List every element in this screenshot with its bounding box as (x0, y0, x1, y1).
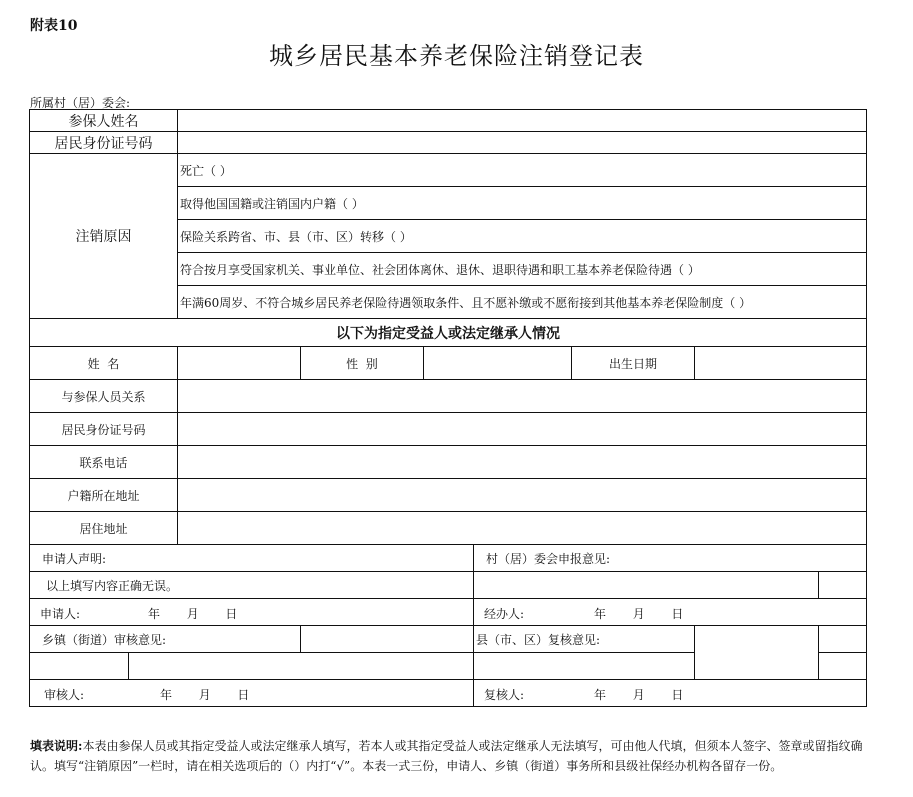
rechecker-date: 年 月 日 (594, 688, 684, 702)
town-opinion-box[interactable] (29, 652, 129, 680)
beneficiary-id-label: 居民身份证号码 (29, 412, 178, 446)
applicant-date: 年 月 日 (148, 607, 238, 621)
county-opinion-box-1[interactable] (818, 625, 867, 653)
beneficiary-birth-label: 出生日期 (571, 346, 695, 380)
insured-id-label: 居民身份证号码 (29, 131, 178, 154)
declaration-label: 申请人声明: (29, 544, 474, 572)
residence-address-field[interactable] (177, 511, 867, 545)
household-address-field[interactable] (177, 478, 867, 512)
beneficiary-birth-field[interactable] (694, 346, 867, 380)
beneficiary-gender-label: 性 别 (300, 346, 424, 380)
deregistration-form (30, 110, 868, 707)
phone-label: 联系电话 (29, 445, 178, 479)
instructions-text: 本表由参保人员或其指定受益人或法定继承人填写，若本人或其指定受益人或法定继承人无法填写，可由他人代填，但须本人签字、签章或留指纹确认。填写“注销原因”一栏时，请在相关选项后的（）内打“√”。本表一式三份，申请人、乡镇（街道）事务所和县级社保经办机构各留存一份。 (30, 739, 863, 773)
declaration-text: 以上填写内容正确无误。 (29, 571, 474, 599)
village-opinion-label: 村（居）委会申报意见: (473, 544, 867, 572)
reviewer-date: 年 月 日 (160, 688, 250, 702)
applicant-label: 申请人: (40, 607, 81, 621)
instructions-label: 填表说明: (30, 739, 83, 753)
relation-label: 与参保人员关系 (29, 379, 178, 413)
town-opinion-label: 乡镇（街道）审核意见: (29, 625, 301, 653)
beneficiary-section-title: 以下为指定受益人或法定继承人情况 (29, 318, 867, 347)
deregistration-reason-label: 注销原因 (29, 153, 178, 319)
insured-id-field[interactable] (177, 131, 867, 154)
county-opinion-label: 县（市、区）复核意见: (473, 625, 695, 653)
rechecker-label: 复核人: (484, 688, 525, 702)
reviewer-label: 审核人: (44, 688, 85, 702)
beneficiary-id-field[interactable] (177, 412, 867, 446)
county-opinion-box-2[interactable] (818, 652, 867, 680)
county-opinion-field[interactable] (473, 652, 695, 680)
insured-name-label: 参保人姓名 (29, 109, 178, 132)
beneficiary-name-label: 姓 名 (29, 346, 178, 380)
village-committee-label: 所属村（居）委会: (30, 96, 131, 110)
beneficiary-name-field[interactable] (177, 346, 301, 380)
filling-instructions (30, 736, 866, 776)
reason-option-death[interactable]: 死亡（ ） (177, 153, 867, 187)
handler-signature-field[interactable] (473, 598, 867, 626)
household-address-label: 户籍所在地址 (29, 478, 178, 512)
town-opinion-extra[interactable] (300, 625, 474, 653)
village-opinion-field[interactable] (473, 571, 819, 599)
village-opinion-seal[interactable] (818, 571, 867, 599)
phone-field[interactable] (177, 445, 867, 479)
reason-option-age[interactable]: 年满60周岁、不符合城乡居民养老保险待遇领取条件、且不愿补缴或不愿衔接到其他基本养老保险制度（ ） (177, 285, 867, 319)
county-opinion-seal[interactable] (694, 625, 819, 680)
reason-option-nationality[interactable]: 取得他国国籍或注销国内户籍（ ） (177, 186, 867, 220)
reason-option-pension[interactable]: 符合按月享受国家机关、事业单位、社会团体离休、退休、退职待遇和职工基本养老保险待遇（ ） (177, 252, 867, 286)
attachment-number: 附表10 (30, 18, 78, 34)
rechecker-signature-field[interactable] (473, 679, 867, 707)
beneficiary-gender-field[interactable] (423, 346, 572, 380)
applicant-signature-field[interactable] (29, 598, 474, 626)
relation-field[interactable] (177, 379, 867, 413)
residence-address-label: 居住地址 (29, 511, 178, 545)
town-opinion-field[interactable] (128, 652, 474, 680)
reason-option-transfer[interactable]: 保险关系跨省、市、县（市、区）转移（ ） (177, 219, 867, 253)
form-title: 城乡居民基本养老保险注销登记表 (269, 42, 644, 70)
reviewer-signature-field[interactable] (29, 679, 474, 707)
insured-name-field[interactable] (177, 109, 867, 132)
handler-label: 经办人: (484, 607, 525, 621)
handler-date: 年 月 日 (594, 607, 684, 621)
